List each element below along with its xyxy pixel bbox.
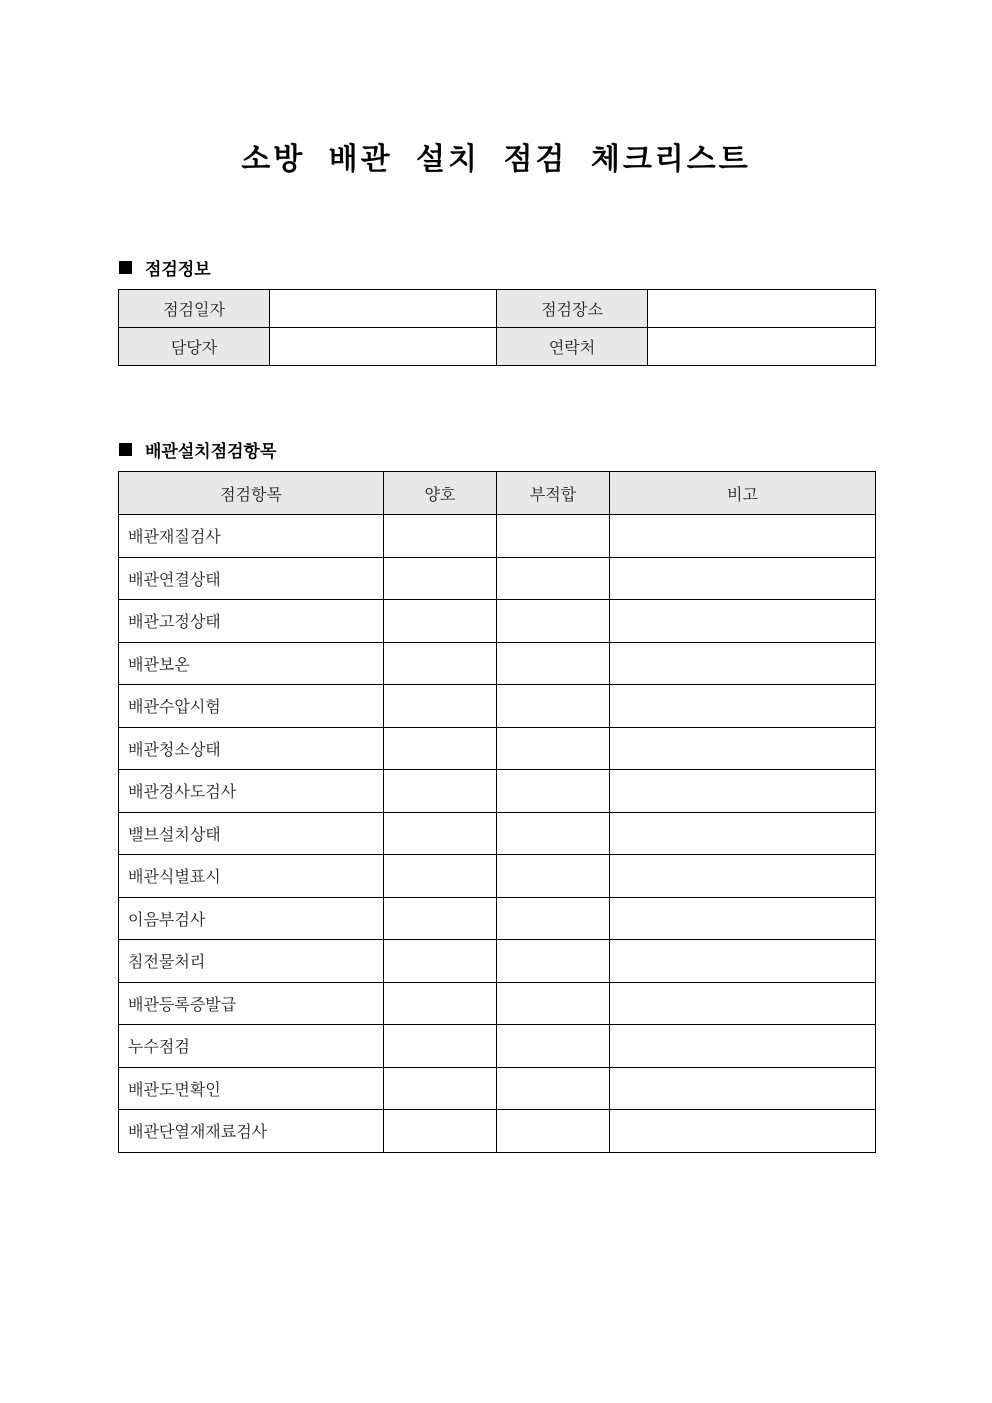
section-heading-checklist bbox=[119, 437, 276, 462]
checklist-item-name: 배관재질검사 bbox=[119, 515, 384, 558]
table-row bbox=[119, 685, 876, 728]
checklist-remarks-cell[interactable] bbox=[610, 600, 876, 643]
checklist-nonconforming-cell[interactable] bbox=[497, 770, 610, 813]
table-row bbox=[119, 1067, 876, 1110]
checklist-header-row bbox=[119, 472, 876, 515]
section-heading-info bbox=[119, 255, 211, 280]
checklist-good-cell[interactable] bbox=[384, 897, 497, 940]
checklist-remarks-cell[interactable] bbox=[610, 812, 876, 855]
checklist-good-cell[interactable] bbox=[384, 1110, 497, 1153]
checklist-item-name: 배관청소상태 bbox=[119, 727, 384, 770]
info-label-location: 점검장소 bbox=[497, 290, 648, 328]
checklist-nonconforming-cell[interactable] bbox=[497, 982, 610, 1025]
section-heading-text: 배관설치점검항목 bbox=[145, 442, 277, 462]
checklist-nonconforming-cell[interactable] bbox=[497, 940, 610, 983]
info-label-manager: 담당자 bbox=[119, 328, 270, 366]
checklist-remarks-cell[interactable] bbox=[610, 855, 876, 898]
info-label-date: 점검일자 bbox=[119, 290, 270, 328]
table-row bbox=[119, 600, 876, 643]
checklist-item-name: 배관경사도검사 bbox=[119, 770, 384, 813]
info-label-contact: 연락처 bbox=[497, 328, 648, 366]
table-row bbox=[119, 940, 876, 983]
checklist-good-cell[interactable] bbox=[384, 557, 497, 600]
table-row bbox=[119, 897, 876, 940]
checklist-good-cell[interactable] bbox=[384, 642, 497, 685]
checklist-nonconforming-cell[interactable] bbox=[497, 557, 610, 600]
checklist-remarks-cell[interactable] bbox=[610, 982, 876, 1025]
checklist-remarks-cell[interactable] bbox=[610, 770, 876, 813]
checklist-table bbox=[118, 471, 876, 1153]
checklist-remarks-cell[interactable] bbox=[610, 1067, 876, 1110]
checklist-remarks-cell[interactable] bbox=[610, 685, 876, 728]
checklist-item-name: 배관단열재재료검사 bbox=[119, 1110, 384, 1153]
square-bullet-icon bbox=[119, 443, 132, 456]
checklist-remarks-cell[interactable] bbox=[610, 557, 876, 600]
checklist-good-cell[interactable] bbox=[384, 812, 497, 855]
table-row bbox=[119, 642, 876, 685]
checklist-remarks-cell[interactable] bbox=[610, 727, 876, 770]
checklist-remarks-cell[interactable] bbox=[610, 515, 876, 558]
checklist-item-name: 누수점검 bbox=[119, 1025, 384, 1068]
info-row bbox=[119, 328, 876, 366]
table-row bbox=[119, 982, 876, 1025]
table-row bbox=[119, 515, 876, 558]
checklist-nonconforming-cell[interactable] bbox=[497, 600, 610, 643]
checklist-item-name: 배관식별표시 bbox=[119, 855, 384, 898]
checklist-item-name: 배관도면확인 bbox=[119, 1067, 384, 1110]
page-title: 소방 배관 설치 점검 체크리스트 bbox=[241, 142, 751, 177]
square-bullet-icon bbox=[119, 261, 132, 274]
checklist-remarks-cell[interactable] bbox=[610, 1110, 876, 1153]
checklist-good-cell[interactable] bbox=[384, 982, 497, 1025]
checklist-good-cell[interactable] bbox=[384, 855, 497, 898]
checklist-good-cell[interactable] bbox=[384, 685, 497, 728]
checklist-nonconforming-cell[interactable] bbox=[497, 897, 610, 940]
checklist-good-cell[interactable] bbox=[384, 600, 497, 643]
table-row bbox=[119, 1110, 876, 1153]
checklist-item-name: 배관보온 bbox=[119, 642, 384, 685]
column-header-good: 양호 bbox=[384, 472, 497, 515]
checklist-good-cell[interactable] bbox=[384, 1025, 497, 1068]
checklist-good-cell[interactable] bbox=[384, 727, 497, 770]
checklist-remarks-cell[interactable] bbox=[610, 1025, 876, 1068]
column-header-nonconforming: 부적합 bbox=[497, 472, 610, 515]
checklist-item-name: 이음부검사 bbox=[119, 897, 384, 940]
checklist-good-cell[interactable] bbox=[384, 940, 497, 983]
column-header-remarks: 비고 bbox=[610, 472, 876, 515]
checklist-good-cell[interactable] bbox=[384, 770, 497, 813]
info-value-manager[interactable] bbox=[270, 328, 497, 366]
checklist-nonconforming-cell[interactable] bbox=[497, 727, 610, 770]
info-value-contact[interactable] bbox=[648, 328, 876, 366]
checklist-remarks-cell[interactable] bbox=[610, 940, 876, 983]
checklist-item-name: 배관수압시험 bbox=[119, 685, 384, 728]
info-table bbox=[118, 289, 876, 366]
checklist-item-name: 침전물처리 bbox=[119, 940, 384, 983]
checklist-item-name: 배관등록증발급 bbox=[119, 982, 384, 1025]
checklist-good-cell[interactable] bbox=[384, 515, 497, 558]
checklist-nonconforming-cell[interactable] bbox=[497, 1025, 610, 1068]
checklist-nonconforming-cell[interactable] bbox=[497, 685, 610, 728]
column-header-item: 점검항목 bbox=[119, 472, 384, 515]
info-value-location[interactable] bbox=[648, 290, 876, 328]
checklist-remarks-cell[interactable] bbox=[610, 642, 876, 685]
checklist-nonconforming-cell[interactable] bbox=[497, 1067, 610, 1110]
info-value-date[interactable] bbox=[270, 290, 497, 328]
section-heading-text: 점검정보 bbox=[145, 260, 211, 280]
checklist-good-cell[interactable] bbox=[384, 1067, 497, 1110]
checklist-nonconforming-cell[interactable] bbox=[497, 1110, 610, 1153]
table-row bbox=[119, 770, 876, 813]
checklist-nonconforming-cell[interactable] bbox=[497, 515, 610, 558]
checklist-item-name: 배관고정상태 bbox=[119, 600, 384, 643]
info-row bbox=[119, 290, 876, 328]
table-row bbox=[119, 557, 876, 600]
table-row bbox=[119, 727, 876, 770]
checklist-remarks-cell[interactable] bbox=[610, 897, 876, 940]
checklist-item-name: 배관연결상태 bbox=[119, 557, 384, 600]
table-row bbox=[119, 812, 876, 855]
checklist-nonconforming-cell[interactable] bbox=[497, 642, 610, 685]
table-row bbox=[119, 1025, 876, 1068]
checklist-nonconforming-cell[interactable] bbox=[497, 855, 610, 898]
checklist-nonconforming-cell[interactable] bbox=[497, 812, 610, 855]
checklist-item-name: 밸브설치상태 bbox=[119, 812, 384, 855]
table-row bbox=[119, 855, 876, 898]
